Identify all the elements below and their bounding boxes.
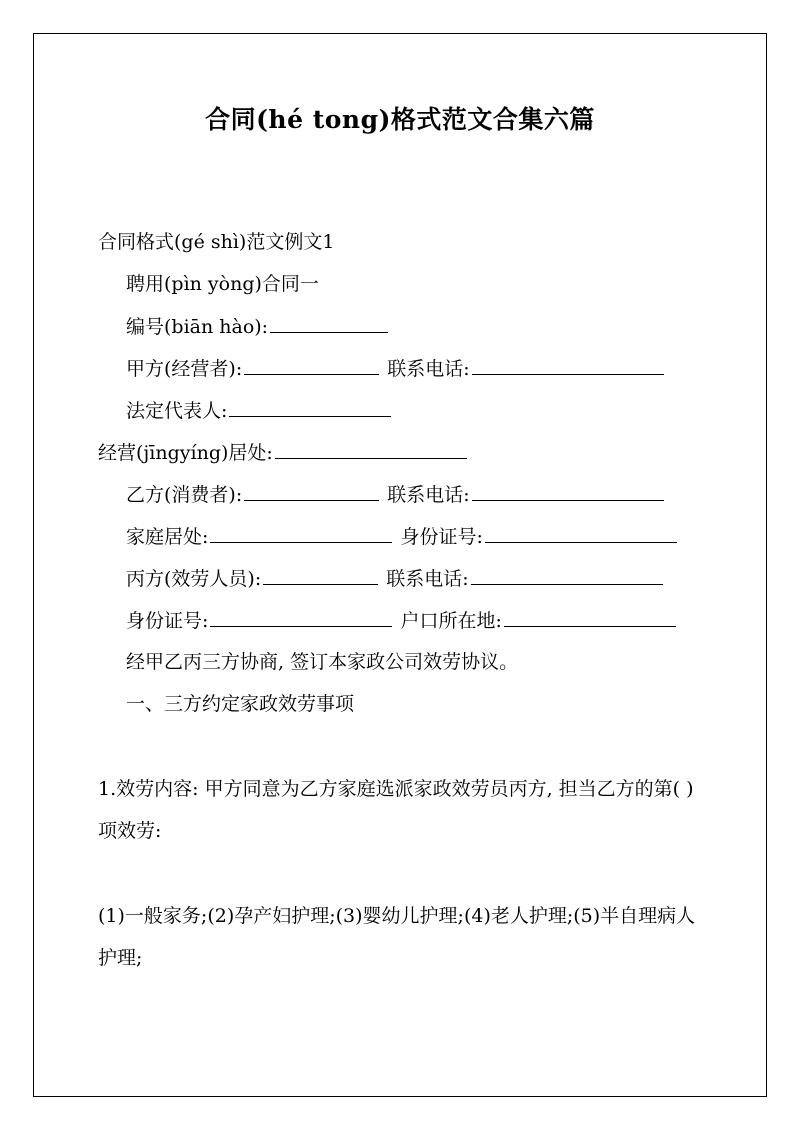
- party-c-blank[interactable]: [263, 566, 378, 585]
- clause-heading: 一、三方约定家政效劳事项: [126, 693, 355, 715]
- party-a-label: 甲方(经营者):: [126, 358, 243, 380]
- party-c-row: [126, 566, 665, 591]
- legal-rep-label: 法定代表人:: [126, 400, 228, 422]
- document-title: 合同(hé tong)格式范文合集六篇: [205, 105, 595, 134]
- section-heading: 合同格式(gé shì)范文例文1: [98, 231, 335, 253]
- business-address-row: [98, 440, 469, 465]
- number-row: [126, 314, 390, 339]
- id-number-label-1: 身份证号:: [400, 526, 483, 548]
- number-label: 编号(biān hào):: [126, 316, 269, 338]
- business-address-blank[interactable]: [275, 440, 467, 459]
- party-b-blank[interactable]: [244, 482, 379, 501]
- contact-phone-label-1: 联系电话:: [387, 358, 470, 380]
- id-household-row: [126, 608, 678, 633]
- party-b-row: [126, 482, 666, 507]
- party-c-label: 丙方(效劳人员):: [126, 568, 262, 590]
- agreement-intro: 经甲乙丙三方协商, 签订本家政公司效劳协议。: [126, 651, 519, 673]
- id-number-blank-2[interactable]: [210, 608, 392, 627]
- service-items-paragraph: (1)一般家务;(2)孕产妇护理;(3)婴幼儿护理;(4)老人护理;(5)半自理病人护理;: [98, 905, 696, 969]
- home-address-label: 家庭居处:: [126, 526, 209, 548]
- contact-phone-label-2: 联系电话:: [387, 484, 470, 506]
- id-number-blank-1[interactable]: [485, 524, 677, 543]
- id-number-label-2: 身份证号:: [126, 610, 209, 632]
- legal-rep-row: [126, 398, 393, 423]
- party-a-blank[interactable]: [244, 356, 379, 375]
- contact-phone-blank-3[interactable]: [471, 566, 663, 585]
- legal-rep-blank[interactable]: [229, 398, 391, 417]
- contact-phone-blank-2[interactable]: [472, 482, 664, 501]
- household-reg-blank[interactable]: [504, 608, 676, 627]
- home-address-blank[interactable]: [210, 524, 392, 543]
- home-address-row: [126, 524, 679, 549]
- contact-phone-label-3: 联系电话:: [386, 568, 469, 590]
- service-content-paragraph: 1.效劳内容: 甲方同意为乙方家庭选派家政效劳员丙方, 担当乙方的第( )项效劳:: [98, 778, 694, 842]
- party-a-row: [126, 356, 666, 381]
- contract-name: 聘用(pìn yòng)合同一: [126, 273, 319, 295]
- party-b-label: 乙方(消费者):: [126, 484, 243, 506]
- household-reg-label: 户口所在地:: [400, 610, 502, 632]
- business-address-label: 经营(jīngyíng)居处:: [98, 442, 273, 464]
- number-blank[interactable]: [270, 314, 388, 333]
- contact-phone-blank-1[interactable]: [472, 356, 664, 375]
